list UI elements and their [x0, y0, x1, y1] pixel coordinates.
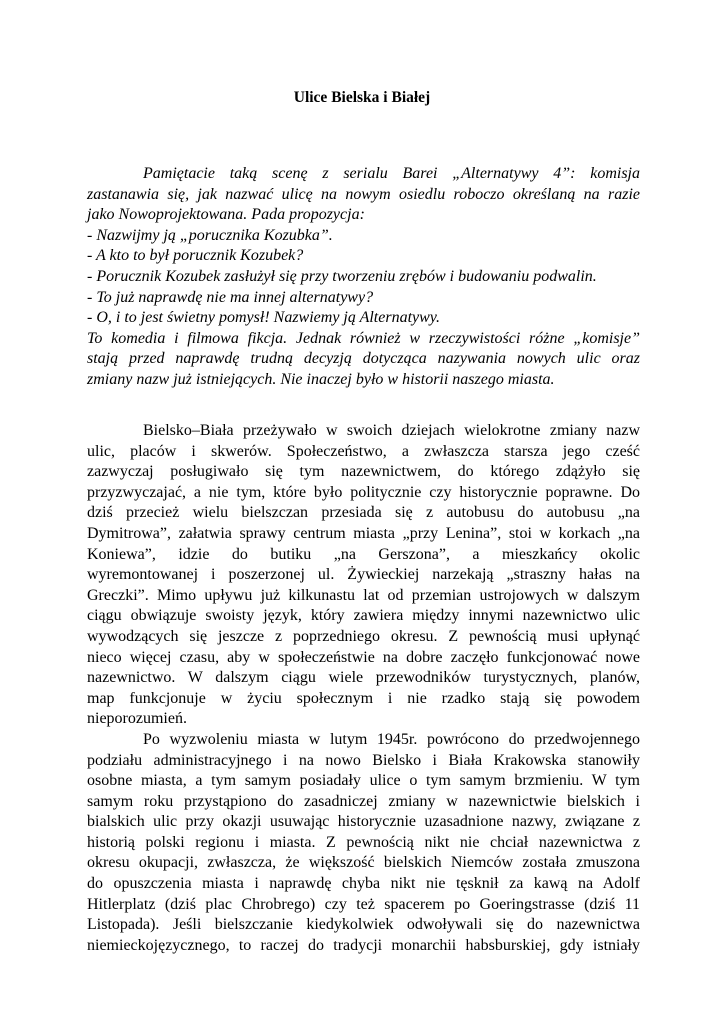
text-line: Listopada). Jeśli bielszczanie kiedykolwiek odwoływali się do nazewnictwa: [87, 916, 640, 934]
dialogue-line: - A kto to był porucznik Kozubek?: [87, 247, 304, 265]
dialogue-line: - O, i to jest świetny pomysł! Nazwiemy ją Alternatywy.: [87, 309, 440, 327]
dialogue-line: - To już naprawdę nie ma innej alternatywy?: [87, 288, 374, 306]
text-line: zmiany nazw już istniejących. Nie inaczej było w historii naszego miasta.: [87, 370, 555, 388]
text-line: samym roku przystąpiono do zasadniczej zmiany w nazewnictwie bielskich i: [87, 792, 640, 810]
text-line: zastanawia się, jak nazwać ulicę na nowym osiedlu roboczo określaną na razie: [87, 185, 640, 203]
intro-paragraph: [87, 164, 640, 391]
text-line: dziś przecież wielu bielszczan przesiada się z autobusu do autobusu „na: [87, 504, 640, 522]
text-line: przyzwyczajać, a nie tym, które było politycznie czy historycznie poprawne. Do: [87, 483, 640, 501]
text-line: osobne miasta, a tym samym posiadały ulice o tym samym brzmieniu. W tym: [87, 772, 640, 790]
text-line: ciągu obwiązuje swoisty język, który zawiera między innymi nazewnictwo ulic: [87, 607, 640, 625]
text-line: niemieckojęzycznego, to raczej do tradycji monarchii habsburskiej, gdy istniały: [87, 936, 640, 954]
text-line: wyremontowanej i poszerzonej ul. Żywieckiej narzekają „straszny hałas na: [87, 566, 640, 584]
text-line: nieco więcej czasu, aby w społeczeństwie na dobre zaczęło funkcjonować nowe: [87, 648, 640, 666]
text-line: stają przed naprawdę trudną decyzją dotycząca nazywania nowych ulic oraz: [87, 350, 640, 368]
text-line: podziału administracyjnego i na nowo Bielsko i Biała Krakowska stanowiły: [87, 751, 640, 769]
text-line: To komedia i filmowa fikcja. Jednak również w rzeczywistości różne „komisje”: [87, 329, 640, 347]
dialogue-line: - Nazwijmy ją „porucznika Kozubka”.: [87, 226, 333, 244]
text-line: historią polski regionu i miasta. Z pewnością nikt nie chciał nazewnictwa z: [87, 833, 640, 851]
text-line: nazewnictwo. W dalszym ciągu wiele przewodników turystycznych, planów,: [87, 669, 640, 687]
text-line: Dymitrowa”, załatwia sprawy centrum miasta „przy Lenina”, stoi w korkach „na: [87, 524, 640, 542]
dialogue-line: - Porucznik Kozubek zasłużył się przy tworzeniu zrębów i budowaniu podwalin.: [87, 267, 597, 285]
text-line: Pamiętacie taką scenę z serialu Barei „Alternatywy 4”: komisja: [143, 165, 640, 182]
text-line: wywodzących się jeszcze z poprzedniego okresu. Z pewnością musi upłynąć: [87, 627, 640, 645]
text-line: Po wyzwoleniu miasta w lutym 1945r. powrócono do przedwojennego: [143, 730, 640, 748]
text-line: ulic, placów i skwerów. Społeczeństwo, a zwłaszcza starsza jego cześć: [87, 442, 640, 460]
text-line: zazwyczaj posługiwało się tym nazewnictwem, do którego zdążyło się: [87, 463, 640, 481]
text-line: jako Nowoprojektowana. Pada propozycja:: [87, 206, 365, 224]
text-line: nieporozumień.: [87, 710, 187, 728]
text-line: bialskich ulic przy okazji usuwając historycznie uzasadnione nazwy, związane z: [87, 813, 640, 831]
text-line: okresu okupacji, zwłaszcza, że większość bielskich Niemców została zmuszona: [87, 854, 640, 872]
document-title: Ulice Bielska i Białej: [293, 89, 431, 106]
text-line: Bielsko–Biała przeżywało w swoich dziejach wielokrotne zmiany nazw: [143, 422, 640, 439]
text-line: Greczki”. Mimo upływu już kilkunastu lat od przemian ustrojowych w dalszym: [87, 586, 640, 604]
text-line: map funkcjonuje w życiu społecznym i nie rzadko stają się powodem: [87, 689, 640, 707]
text-line: Koniewa”, idzie do butiku „na Gerszona”, a mieszkańcy okolic: [87, 545, 640, 563]
text-line: Hitlerplatz (dziś plac Chrobrego) czy też spacerem po Goeringstrasse (dziś 11: [87, 895, 640, 913]
body-text: [87, 421, 640, 956]
text-line: do opuszczenia miasta i naprawdę chyba nikt nie tęsknił za kawą na Adolf: [87, 875, 640, 893]
